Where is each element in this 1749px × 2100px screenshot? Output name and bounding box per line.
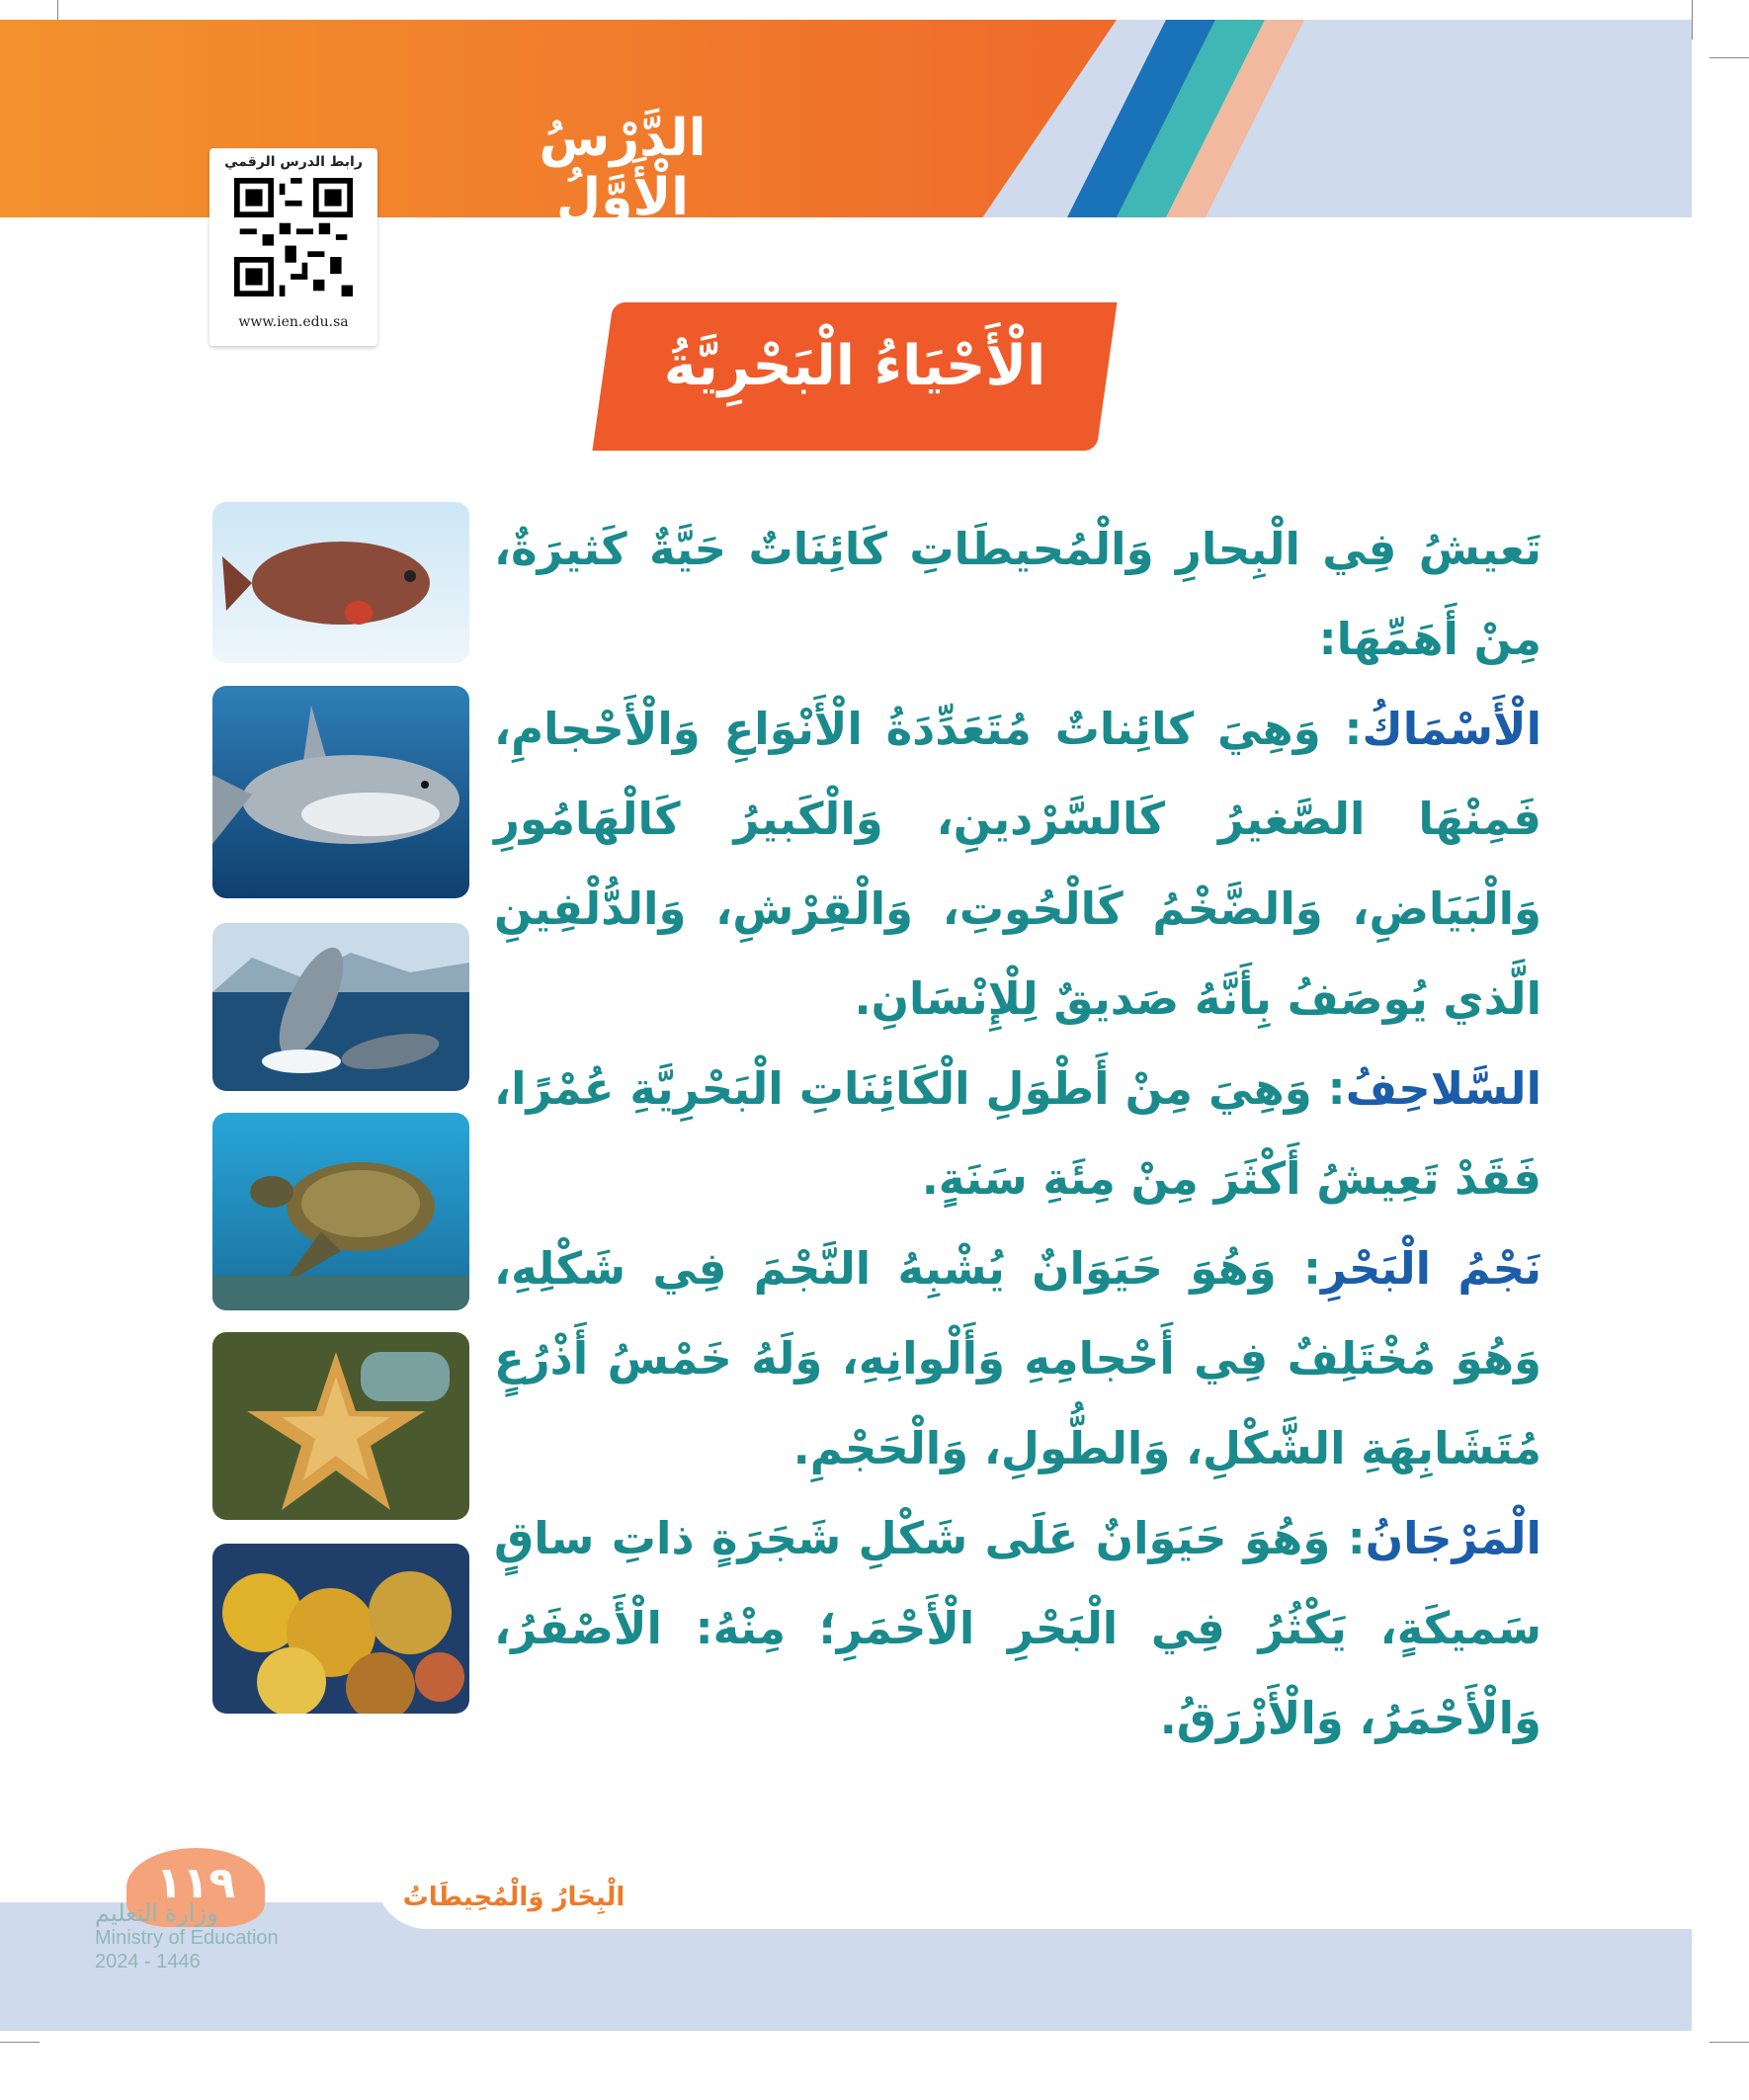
- ministry-name-en: Ministry of Education: [95, 1927, 279, 1949]
- qr-card[interactable]: [209, 148, 377, 346]
- crop-mark: [1709, 2042, 1749, 2043]
- page-number: ١١٩: [155, 1858, 236, 1908]
- turtle-text: : وَهِيَ مِنْ أَطْوَلِ الْكَائِنَاتِ الْبَحْرِيَّةِ عُمْرًا، فَقَدْ تَعِيشُ أَكْثَرَ مِنْ مِئَةِ سَنَةٍ.: [494, 1062, 1541, 1205]
- starfish-photo: [212, 1332, 469, 1520]
- fish-term: الْأَسْمَاكُ: [1362, 703, 1541, 755]
- body-text: [494, 504, 1541, 1763]
- coral-text: : وَهُوَ حَيَوَانٌ عَلَى شَكْلِ شَجَرَةٍ ذاتِ ساقٍ سَميكَةٍ، يَكْثُرُ فِي الْبَحْرِ الْأَحْمَرِ؛ مِنْهُ: الْأَصْفَرُ، وَالْأَحْمَرُ، وَالْأَزْرَقُ.: [494, 1512, 1541, 1744]
- starfish-paragraph: [494, 1223, 1541, 1493]
- fish-text: : وَهِيَ كائِناتٌ مُتَعَدِّدَةُ الْأَنْوَاعِ وَالْأَحْجامِ، فَمِنْهَا الصَّغيرُ كَالسَّرْدينِ، وَالْكَبيرُ كَالْهَامُورِ وَالْبَيَاضِ، وَالضَّخْمُ كَالْحُوتِ، وَالْقِرْشِ، وَالدُّلْفِينِ الَّذي يُوصَفُ بِأَنَّهُ صَديقٌ لِلْإِنْسَانِ.: [494, 703, 1541, 1025]
- page-title: الْأَحْيَاءُ الْبَحْرِيَّةُ: [663, 334, 1046, 398]
- qr-code-icon[interactable]: [234, 178, 353, 296]
- fish-paragraph: [494, 684, 1541, 1044]
- turtle-paragraph: [494, 1044, 1541, 1223]
- turtle-term: السَّلاحِفُ: [1345, 1062, 1541, 1115]
- starfish-term: نَجْمُ الْبَحْرِ: [1320, 1242, 1542, 1295]
- qr-label: رابط الدرس الرقمي: [224, 154, 363, 170]
- lesson-title: الدَّرْسُ الْأَوَّلُ: [539, 109, 707, 227]
- dolphins-photo: [212, 923, 469, 1091]
- crop-mark: [0, 2042, 40, 2043]
- ministry-year: 2024 - 1446: [95, 1951, 201, 1973]
- qr-url[interactable]: www.ien.edu.sa: [238, 314, 349, 330]
- unit-title: الْبِحَارُ وَالْمُحِيطَاتُ: [402, 1883, 625, 1912]
- ministry-logo: [95, 1902, 292, 1974]
- coral-paragraph: [494, 1493, 1541, 1763]
- intro-paragraph: تَعيشُ فِي الْبِحارِ وَالْمُحيطَاتِ كَائِنَاتٌ حَيَّةٌ كَثيرَةٌ، مِنْ أَهَمِّهَا:: [494, 523, 1541, 665]
- coral-term: الْمَرْجَانُ: [1365, 1512, 1541, 1564]
- crop-mark: [1709, 57, 1749, 58]
- starfish-text: : وَهُوَ حَيَوَانٌ يُشْبِهُ النَّجْمَ فِي شَكْلِهِ، وَهُوَ مُخْتَلِفٌ فِي أَحْجامِهِ وَأَلْوانِهِ، وَلَهُ خَمْسُ أَذْرُعٍ مُتَشَابِهَةِ الشَّكْلِ، وَالطُّولِ، وَالْحَجْمِ.: [494, 1242, 1541, 1474]
- sea-turtle-photo: [212, 1113, 469, 1310]
- ministry-name-ar: وزارة التعليم: [95, 1900, 218, 1927]
- grouper-fish-photo: [212, 502, 469, 663]
- crop-mark: [1692, 0, 1693, 40]
- coral-photo: [212, 1544, 469, 1714]
- shark-photo: [212, 686, 469, 898]
